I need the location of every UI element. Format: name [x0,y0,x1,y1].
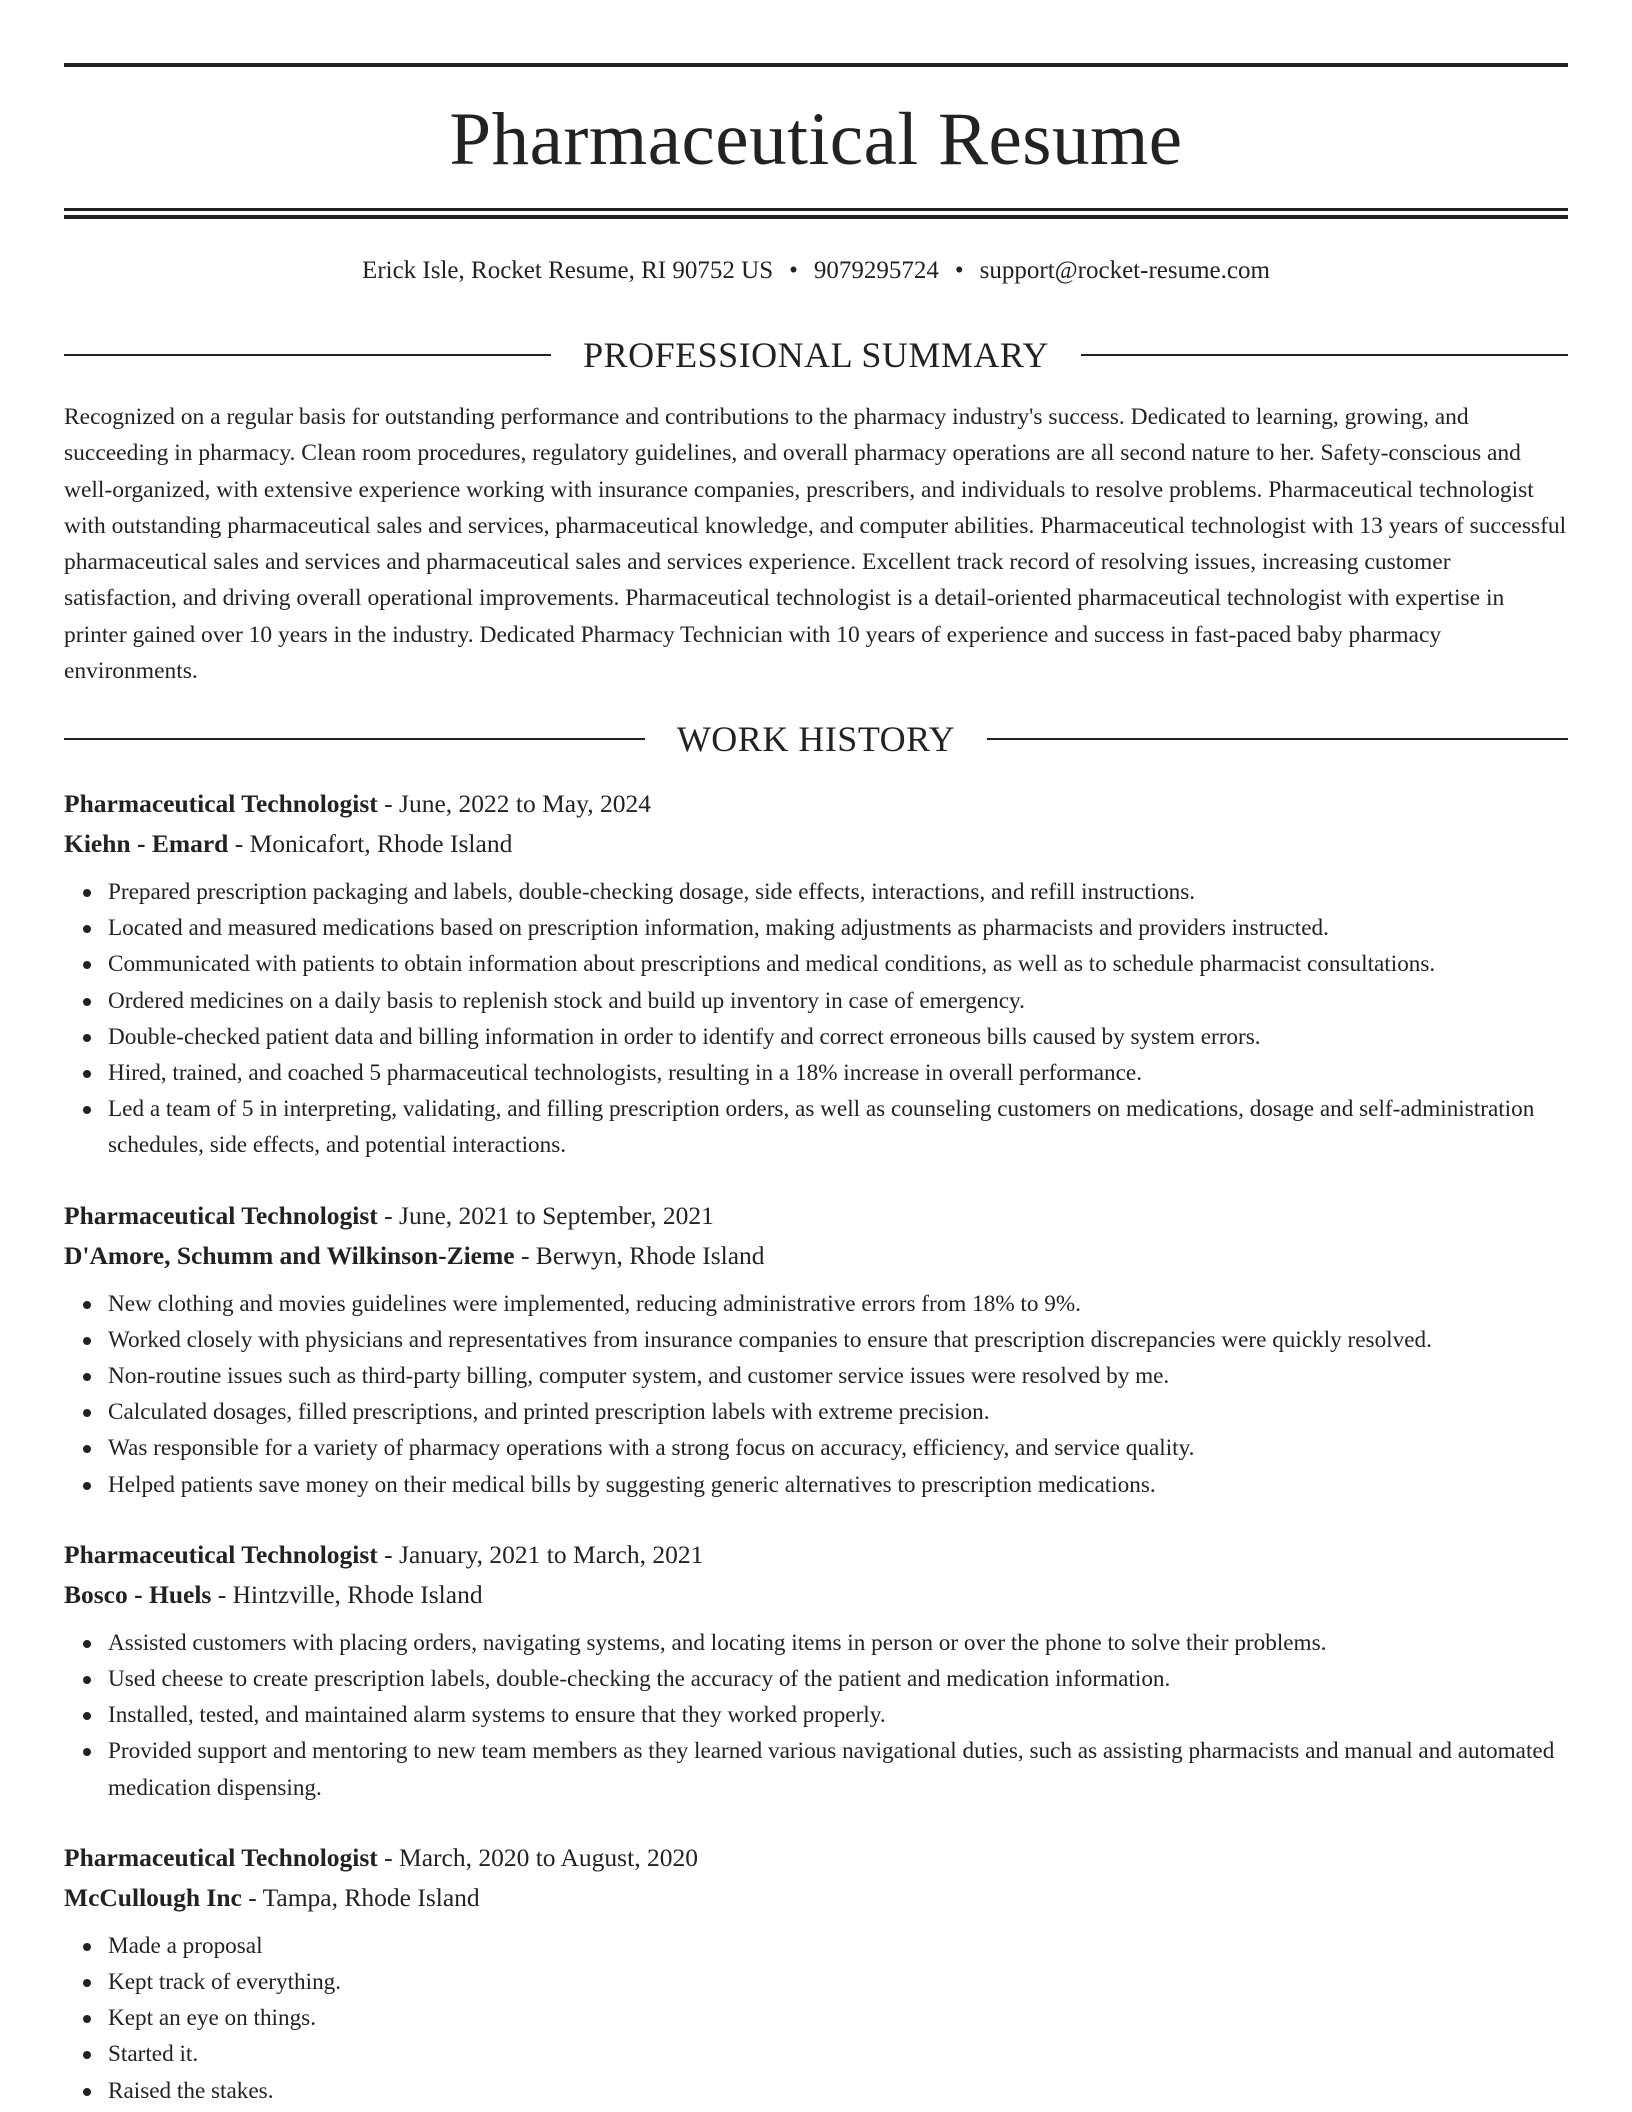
job-company-line [64,1575,1568,1615]
job-bullet: Non-routine issues such as third-party billing, computer system, and customer service issues were resolved by me. [108,1358,1568,1394]
job-bullet: Helped patients save money on their medical bills by suggesting generic alternatives to prescription medications. [108,1467,1568,1503]
job-bullet: Started it. [108,2036,1568,2072]
job-title: Pharmaceutical Technologist [64,1842,378,1872]
job-bullet: Worked closely with physicians and representatives from insurance companies to ensure that prescription discrepancies were quickly resolved. [108,1322,1568,1358]
job-entry [64,1535,1568,1806]
job-dates: - March, 2020 to August, 2020 [377,1842,698,1872]
job-bullet: Made a proposal [108,1928,1568,1964]
job-bullet: Located and measured medications based on prescription information, making adjustments as pharmacists and providers instructed. [108,910,1568,946]
summary-heading [64,333,1568,377]
summary-heading-label: PROFESSIONAL SUMMARY [583,335,1049,375]
work-history-heading [64,717,1568,761]
contact-separator: • [954,257,964,284]
heading-rule-right [1081,354,1568,356]
job-title: Pharmaceutical Technologist [64,1539,378,1569]
job-title: Pharmaceutical Technologist [64,1200,378,1230]
title-double-rule [64,208,1568,219]
job-company: Kiehn - Emard [64,829,229,858]
job-bullet: Led a team of 5 in interpreting, validating, and filling prescription orders, as well as counseling customers on medications, dosage and self-administration schedules, side effects, and potential interactions. [108,1091,1568,1163]
job-bullets [64,1928,1568,2109]
job-bullet: Provided support and mentoring to new team members as they learned various navigational duties, such as assisting pharmacists and manual and automated medication dispensing. [108,1733,1568,1805]
job-bullet: Kept an eye on things. [108,2000,1568,2036]
job-bullets [64,874,1568,1164]
job-title-line [64,1535,1568,1575]
work-history-heading-label: WORK HISTORY [676,719,956,759]
job-bullet: Double-checked patient data and billing information in order to identify and correct erroneous bills caused by system errors. [108,1019,1568,1055]
job-list [64,784,1568,2112]
job-entry [64,784,1568,1164]
contact-separator: • [789,257,798,284]
heading-rule-left [64,738,645,740]
job-company: D'Amore, Schumm and Wilkinson-Zieme [64,1240,515,1270]
summary-text: Recognized on a regular basis for outstanding performance and contributions to the pharmacy industry's success. Dedicated to learning, growing, and succeeding in pharmacy. Clean room procedures, regulatory guidelines, and overall pharmacy operations are all second nature to her. Safety-conscious and well-organized, with extensive experience working with insurance companies, prescribers, and individuals to resolve problems. Pharmaceutical technologist with outstanding pharmaceutical sales and services, pharmaceutical knowledge, and computer abilities. Pharmaceutical technologist with 13 years of successful pharmaceutical sales and services and pharmaceutical sales and services experience. Excellent track record of resolving issues, increasing customer satisfaction, and driving overall operational improvements. Pharmaceutical technologist is a detail-oriented pharmaceutical technologist with expertise in printer gained over 10 years in the industry. Dedicated Pharmacy Technician with 10 years of experience and success in fast-paced baby pharmacy environments. [64,404,1567,685]
job-dates: - June, 2022 to May, 2024 [377,789,651,818]
job-bullet: Prepared prescription packaging and labels, double-checking dosage, side effects, interactions, and refill instructions. [108,874,1568,910]
job-company-line [64,1878,1568,1918]
job-entry [64,1838,1568,2109]
job-title-line [64,1838,1568,1878]
job-bullets [64,1286,1568,1503]
job-entry [64,1196,1568,1503]
job-location: - Monicafort, Rhode Island [228,829,513,858]
job-bullet: Calculated dosages, filled prescriptions, and printed prescription labels with extreme precision. [108,1394,1568,1430]
heading-rule-right [987,738,1568,740]
job-title-line [64,784,1568,824]
job-company: Bosco - Huels [64,1579,212,1609]
job-title: Pharmaceutical Technologist [64,789,378,818]
job-bullet: Used cheese to create prescription labels, double-checking the accuracy of the patient and medication information. [108,1661,1568,1697]
job-bullet: Ordered medicines on a daily basis to replenish stock and build up inventory in case of emergency. [108,983,1568,1019]
contact-line [64,254,1568,288]
job-title-line [64,1196,1568,1236]
job-bullet: New clothing and movies guidelines were implemented, reducing administrative errors from 18% to 9%. [108,1286,1568,1322]
job-dates: - June, 2021 to September, 2021 [377,1200,714,1230]
job-location: - Hintzville, Rhode Island [211,1579,483,1609]
job-bullet: Raised the stakes. [108,2073,1568,2109]
page-title: Pharmaceutical Resume [449,98,1183,181]
contact-address: Erick Isle, Rocket Resume, RI 90752 US [362,257,774,284]
contact-email: support@rocket-resume.com [979,257,1270,284]
top-rule [64,63,1568,67]
job-bullet: Communicated with patients to obtain information about prescriptions and medical conditions, as well as to schedule pharmacist consultations. [108,946,1568,982]
contact-phone: 9079295724 [813,257,939,284]
job-bullet: Kept track of everything. [108,1964,1568,2000]
job-dates: - January, 2021 to March, 2021 [377,1539,704,1569]
job-bullet: Assisted customers with placing orders, navigating systems, and locating items in person or over the phone to solve their problems. [108,1625,1568,1661]
job-location: - Berwyn, Rhode Island [514,1240,765,1270]
job-bullet: Was responsible for a variety of pharmacy operations with a strong focus on accuracy, efficiency, and service quality. [108,1430,1568,1466]
job-company: McCullough Inc [64,1882,242,1912]
job-bullet: Installed, tested, and maintained alarm systems to ensure that they worked properly. [108,1697,1568,1733]
job-company-line [64,824,1568,864]
job-location: - Tampa, Rhode Island [241,1882,480,1912]
job-company-line [64,1236,1568,1276]
heading-rule-left [64,354,551,356]
job-bullet: Hired, trained, and coached 5 pharmaceutical technologists, resulting in a 18% increase in overall performance. [108,1055,1568,1091]
job-bullets [64,1625,1568,1806]
